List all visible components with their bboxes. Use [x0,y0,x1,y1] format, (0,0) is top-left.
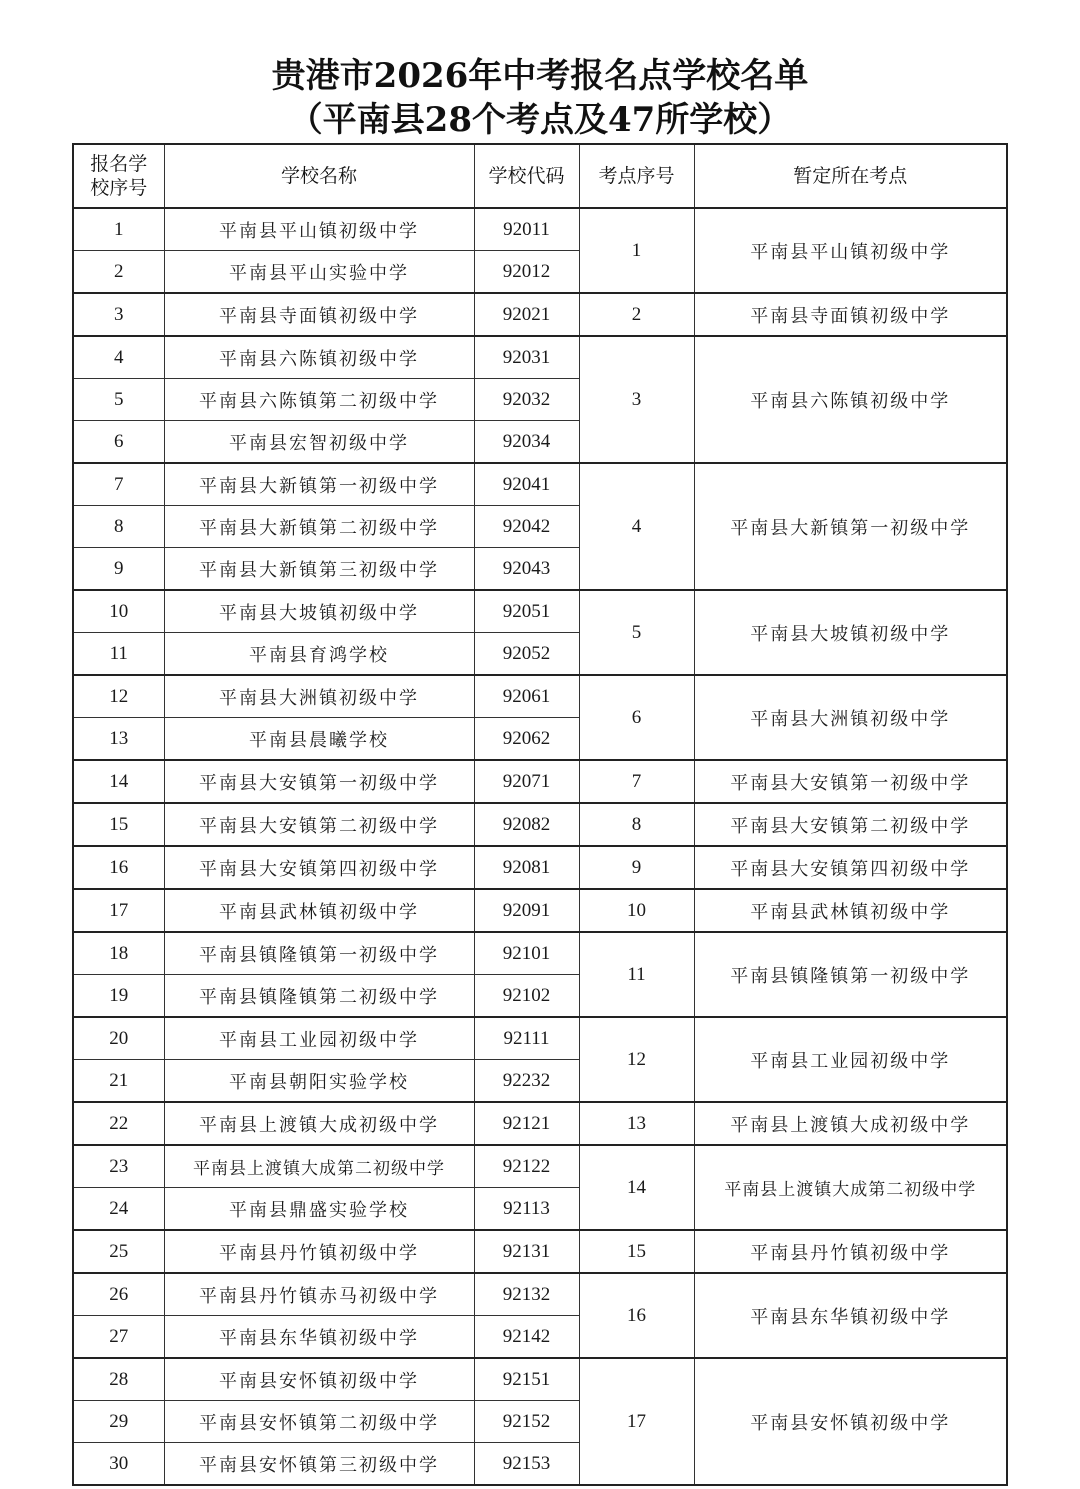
page-title: 贵港市2026年中考报名点学校名单 [271,56,809,96]
cell-school-code: 92052 [474,633,579,676]
cell-seq: 8 [73,506,164,548]
cell-venue: 平南县武林镇初级中学 [694,889,1007,932]
cell-venue: 平南县上渡镇大成初级中学 [694,1102,1007,1145]
cell-school-code: 92082 [474,803,579,846]
cell-school-name: 平南县大新镇第一初级中学 [164,463,474,506]
cell-seq: 4 [73,336,164,379]
cell-seq: 17 [73,889,164,932]
cell-venue-no: 15 [579,1230,694,1273]
cell-venue: 平南县大坡镇初级中学 [694,590,1007,675]
cell-school-code: 92151 [474,1358,579,1401]
cell-seq: 12 [73,675,164,718]
cell-seq: 9 [73,548,164,591]
table-row [73,208,1007,251]
table-row [73,1230,1007,1273]
table-row [73,760,1007,803]
cell-venue-no: 8 [579,803,694,846]
cell-school-name: 平南县镇隆镇第二初级中学 [164,975,474,1018]
cell-school-code: 92131 [474,1230,579,1273]
cell-school-code: 92011 [474,208,579,251]
table-row [73,803,1007,846]
table-row [73,293,1007,336]
cell-venue: 平南县大安镇第二初级中学 [694,803,1007,846]
table-row [73,336,1007,379]
cell-school-name: 平南县大新镇第二初级中学 [164,506,474,548]
header-seq: 报名学校序号 [73,144,164,208]
cell-seq: 1 [73,208,164,251]
cell-venue: 平南县大安镇第四初级中学 [694,846,1007,889]
cell-school-code: 92102 [474,975,579,1018]
cell-school-name: 平南县安怀镇第二初级中学 [164,1401,474,1443]
cell-school-code: 92061 [474,675,579,718]
cell-school-code: 92041 [474,463,579,506]
cell-venue: 平南县东华镇初级中学 [694,1273,1007,1358]
cell-school-name: 平南县大洲镇初级中学 [164,675,474,718]
cell-school-code: 92142 [474,1316,579,1359]
table-row [73,889,1007,932]
cell-school-name: 平南县镇隆镇第一初级中学 [164,932,474,975]
cell-school-name: 平南县鼎盛实验学校 [164,1188,474,1231]
cell-seq: 14 [73,760,164,803]
cell-school-name: 平南县武林镇初级中学 [164,889,474,932]
cell-school-code: 92012 [474,251,579,294]
cell-school-name: 平南县大坡镇初级中学 [164,590,474,633]
cell-seq: 3 [73,293,164,336]
cell-seq: 11 [73,633,164,676]
cell-school-name: 平南县晨曦学校 [164,718,474,761]
cell-venue-no: 2 [579,293,694,336]
cell-school-name: 平南县丹竹镇初级中学 [164,1230,474,1273]
cell-seq: 28 [73,1358,164,1401]
cell-school-code: 92152 [474,1401,579,1443]
cell-school-code: 92043 [474,548,579,591]
cell-school-name: 平南县大安镇第一初级中学 [164,760,474,803]
cell-school-name: 平南县安怀镇第三初级中学 [164,1443,474,1486]
table-row [73,1273,1007,1316]
table-row [73,1017,1007,1060]
cell-seq: 16 [73,846,164,889]
cell-school-code: 92232 [474,1060,579,1103]
cell-school-name: 平南县平山镇初级中学 [164,208,474,251]
cell-venue-no: 14 [579,1145,694,1230]
header-name: 学校名称 [164,144,474,208]
cell-school-code: 92021 [474,293,579,336]
cell-school-name: 平南县六陈镇第二初级中学 [164,379,474,421]
cell-venue-no: 13 [579,1102,694,1145]
cell-venue-no: 11 [579,932,694,1017]
table-row [73,1145,1007,1188]
cell-venue: 平南县六陈镇初级中学 [694,336,1007,463]
table-row [73,932,1007,975]
cell-school-name: 平南县朝阳实验学校 [164,1060,474,1103]
cell-seq: 2 [73,251,164,294]
table-row [73,1102,1007,1145]
cell-venue: 平南县上渡镇大成第二初级中学 [694,1145,1007,1230]
table-row [73,675,1007,718]
cell-seq: 24 [73,1188,164,1231]
cell-school-code: 92031 [474,336,579,379]
cell-venue-no: 5 [579,590,694,675]
cell-school-code: 92034 [474,421,579,464]
cell-venue-no: 7 [579,760,694,803]
cell-seq: 15 [73,803,164,846]
cell-venue: 平南县平山镇初级中学 [694,208,1007,293]
cell-seq: 20 [73,1017,164,1060]
cell-seq: 6 [73,421,164,464]
cell-school-code: 92121 [474,1102,579,1145]
cell-school-code: 92091 [474,889,579,932]
cell-seq: 18 [73,932,164,975]
cell-seq: 29 [73,1401,164,1443]
cell-venue: 平南县大洲镇初级中学 [694,675,1007,760]
cell-seq: 27 [73,1316,164,1359]
cell-school-code: 92101 [474,932,579,975]
cell-venue: 平南县大新镇第一初级中学 [694,463,1007,590]
cell-school-name: 平南县上渡镇大成初级中学 [164,1102,474,1145]
cell-school-code: 92042 [474,506,579,548]
cell-school-name: 平南县大安镇第四初级中学 [164,846,474,889]
cell-school-name: 平南县上渡镇大成第二初级中学 [164,1145,474,1188]
cell-venue-no: 1 [579,208,694,293]
table-row [73,590,1007,633]
header-venue: 暂定所在考点 [694,144,1007,208]
cell-seq: 26 [73,1273,164,1316]
cell-venue: 平南县工业园初级中学 [694,1017,1007,1102]
cell-venue-no: 9 [579,846,694,889]
cell-seq: 10 [73,590,164,633]
cell-school-name: 平南县安怀镇初级中学 [164,1358,474,1401]
cell-school-name: 平南县东华镇初级中学 [164,1316,474,1359]
cell-school-code: 92132 [474,1273,579,1316]
cell-seq: 5 [73,379,164,421]
table-row [73,463,1007,506]
cell-school-code: 92081 [474,846,579,889]
cell-venue: 平南县寺面镇初级中学 [694,293,1007,336]
cell-seq: 7 [73,463,164,506]
table-body [73,208,1007,1485]
cell-school-code: 92062 [474,718,579,761]
cell-school-name: 平南县六陈镇初级中学 [164,336,474,379]
cell-seq: 25 [73,1230,164,1273]
school-table [72,143,1008,1486]
cell-seq: 30 [73,1443,164,1486]
cell-seq: 19 [73,975,164,1018]
cell-school-code: 92051 [474,590,579,633]
cell-venue: 平南县镇隆镇第一初级中学 [694,932,1007,1017]
cell-school-name: 平南县寺面镇初级中学 [164,293,474,336]
table-row [73,846,1007,889]
table-header-row [73,144,1007,208]
cell-school-name: 平南县丹竹镇赤马初级中学 [164,1273,474,1316]
cell-seq: 21 [73,1060,164,1103]
page-subtitle: （平南县28个考点及47所学校） [288,100,792,140]
cell-seq: 13 [73,718,164,761]
cell-venue: 平南县丹竹镇初级中学 [694,1230,1007,1273]
cell-school-name: 平南县宏智初级中学 [164,421,474,464]
cell-school-code: 92113 [474,1188,579,1231]
cell-venue-no: 6 [579,675,694,760]
cell-venue-no: 17 [579,1358,694,1485]
cell-school-code: 92153 [474,1443,579,1486]
cell-school-code: 92111 [474,1017,579,1060]
cell-seq: 23 [73,1145,164,1188]
header-venue-no: 考点序号 [579,144,694,208]
cell-venue: 平南县安怀镇初级中学 [694,1358,1007,1485]
cell-school-code: 92032 [474,379,579,421]
cell-venue-no: 4 [579,463,694,590]
cell-venue-no: 12 [579,1017,694,1102]
cell-venue: 平南县大安镇第一初级中学 [694,760,1007,803]
cell-seq: 22 [73,1102,164,1145]
cell-school-name: 平南县大安镇第二初级中学 [164,803,474,846]
table-row [73,1358,1007,1401]
cell-school-name: 平南县育鸿学校 [164,633,474,676]
cell-school-name: 平南县大新镇第三初级中学 [164,548,474,591]
header-code: 学校代码 [474,144,579,208]
cell-school-name: 平南县工业园初级中学 [164,1017,474,1060]
cell-venue-no: 3 [579,336,694,463]
cell-school-code: 92071 [474,760,579,803]
cell-school-name: 平南县平山实验中学 [164,251,474,294]
cell-school-code: 92122 [474,1145,579,1188]
cell-venue-no: 10 [579,889,694,932]
cell-venue-no: 16 [579,1273,694,1358]
